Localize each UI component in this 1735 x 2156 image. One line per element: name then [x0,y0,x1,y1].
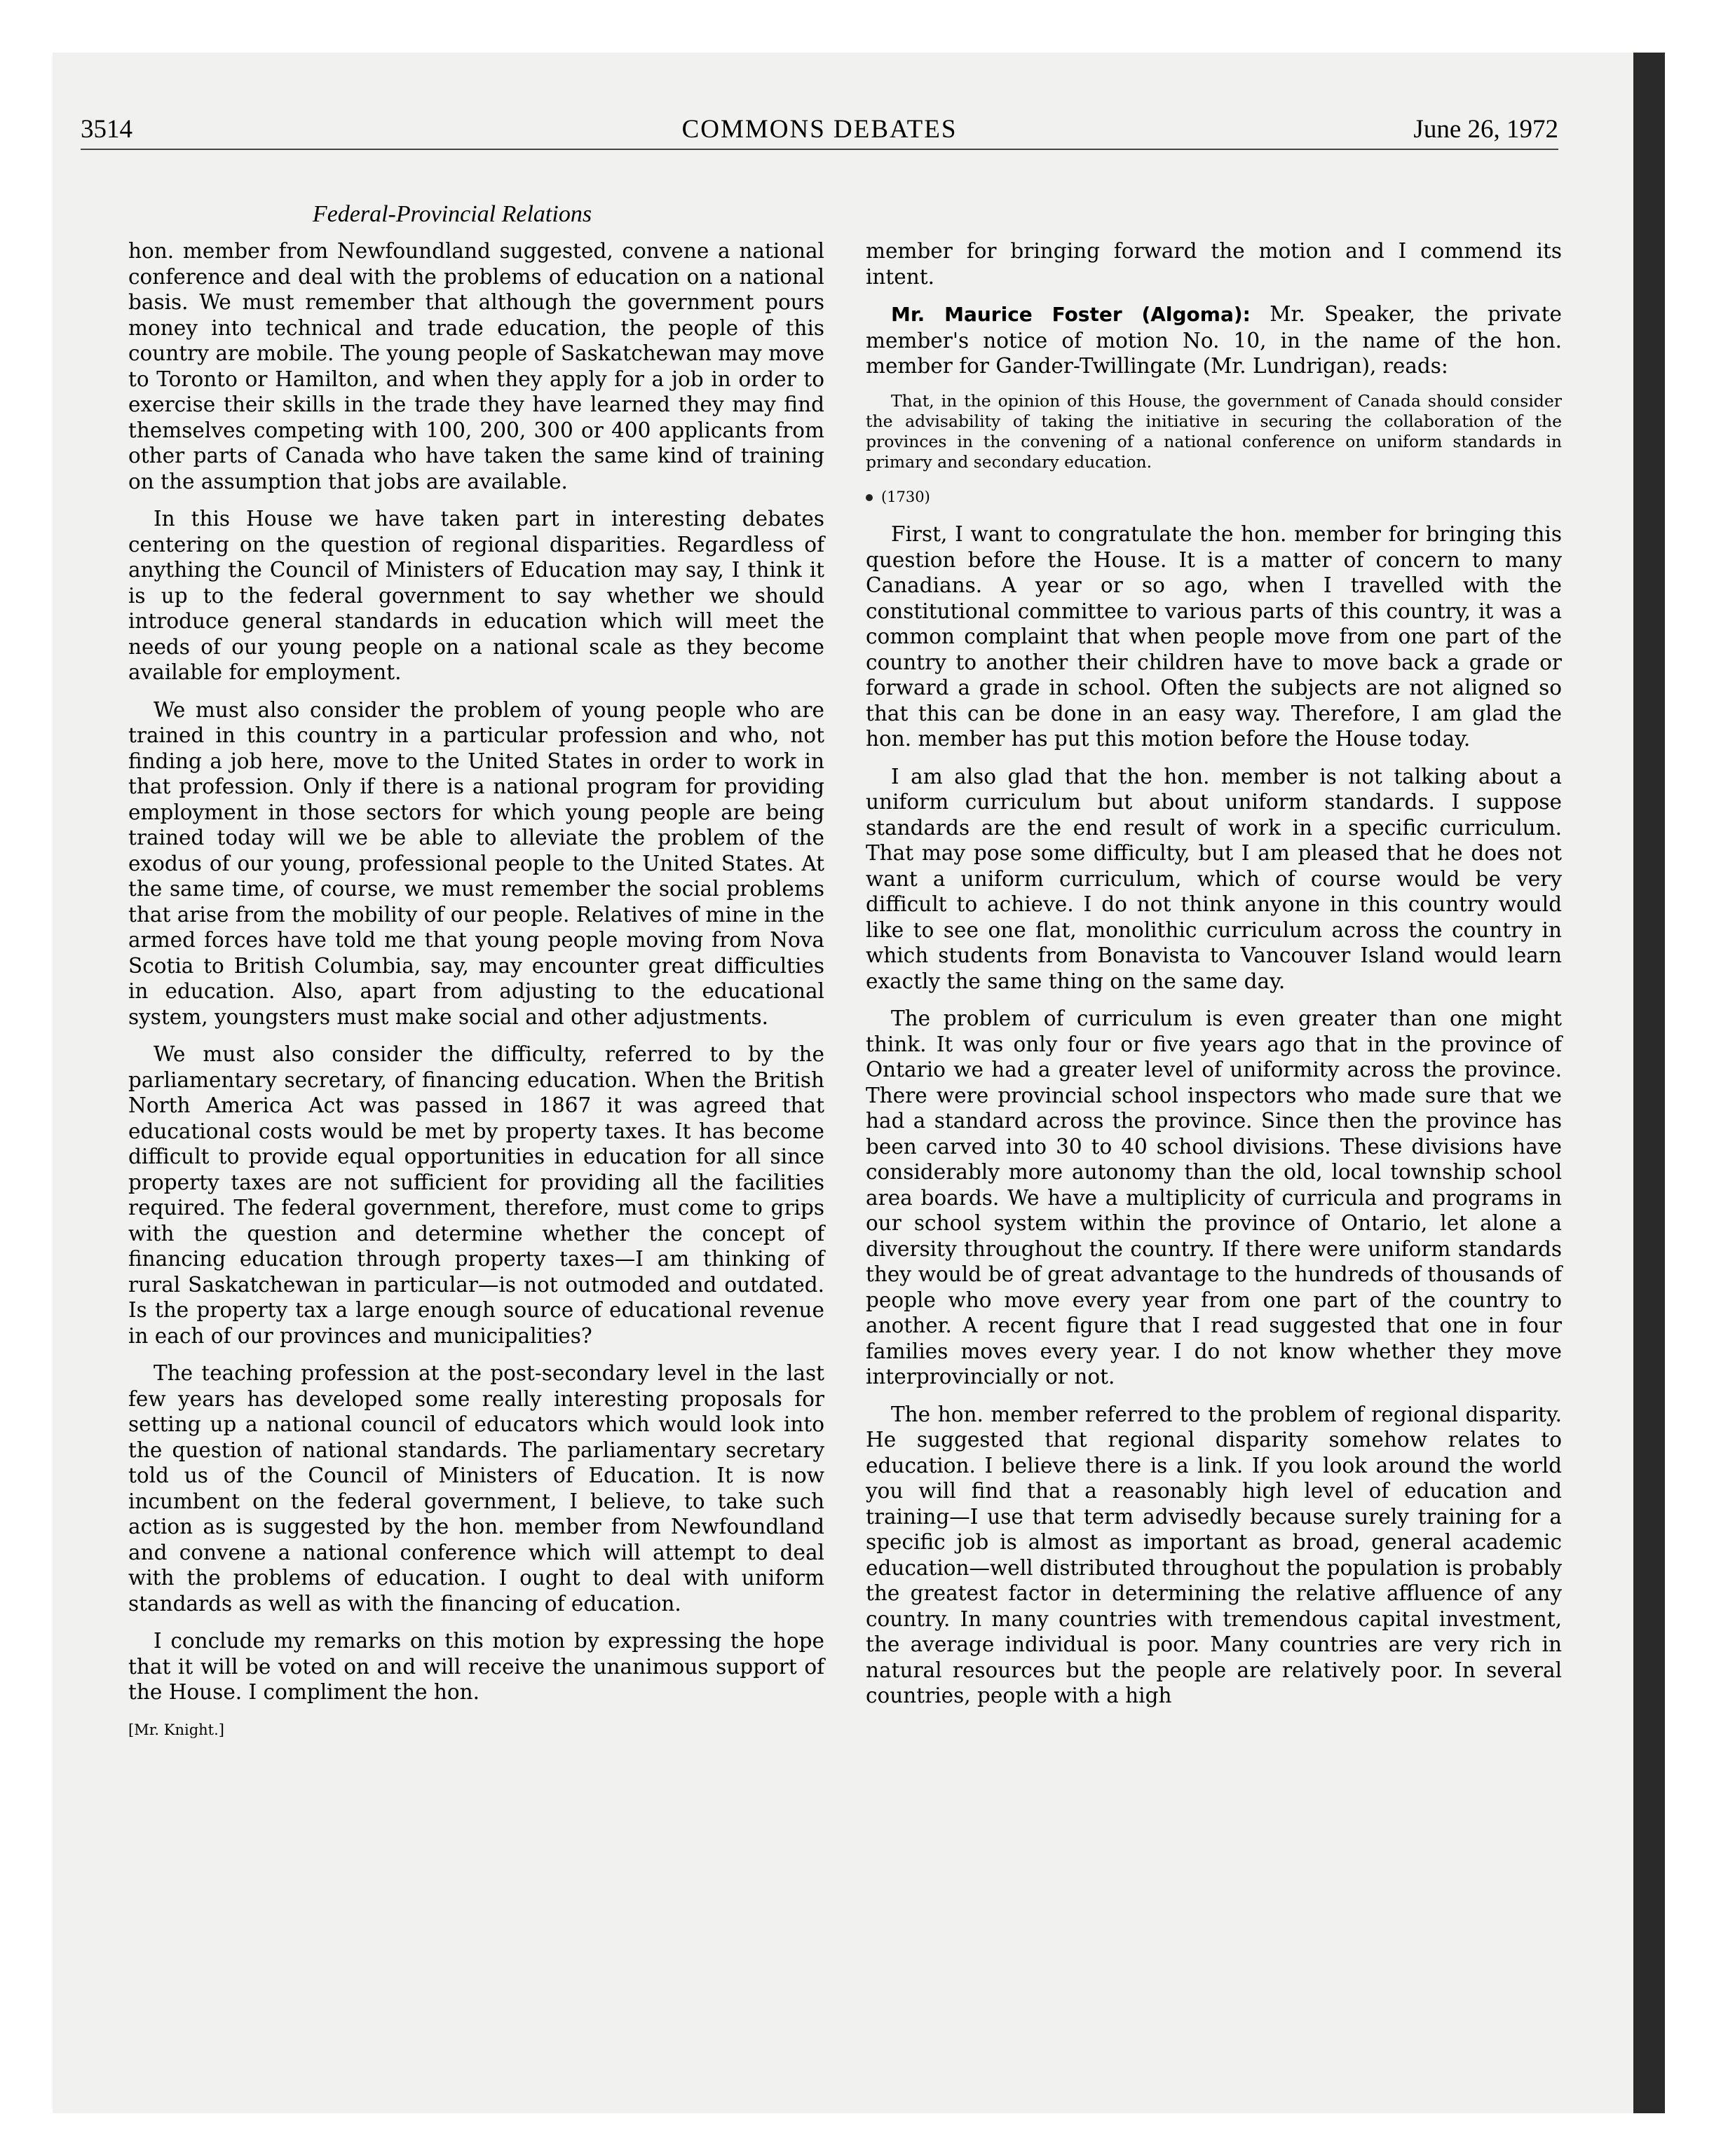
paragraph: member for bringing forward the motion and I commend its intent. [866,239,1562,289]
paragraph: I conclude my remarks on this motion by expressing the hope that it will be voted on and will receive the unanimous support of the House. I compliment the hon. [128,1629,824,1704]
motion-quote: That, in the opinion of this House, the government of Canada should consider the advisability of taking the initiative in securing the collaboration of the provinces in the convening of a national conference on uniform standards in primary and secondary education. [866,390,1562,472]
paragraph: The teaching profession at the post-secondary level in the last few years has developed some really interesting proposals for setting up a national council of educators which would look into the question of national standards. The parliamentary secretary told us of the Council of Ministers of Education. It is now incumbent on the federal government, I believe, to take such action as is suggested by the hon. member from Newfoundland and convene a national conference which will attempt to deal with the problems of education. I ought to deal with uniform standards as well as with the financing of education. [128,1361,824,1616]
left-column [128,238,824,1754]
paragraph: We must also consider the problem of young people who are trained in this country in a particular profession and who, not finding a job here, move to the United States in order to work in that profession. Only if there is a national program for providing employment in those sectors for which young people are being trained today will we be able to alleviate the problem of the exodus of our young, professional people to the United States. At the same time, of course, we must remember the social problems that arise from the mobility of our people. Relatives of mine in the armed forces have told me that young people moving from Nova Scotia to British Columbia, say, may encounter great difficulties in education. Also, apart from adjusting to the educational system, youngsters must make social and other adjustments. [128,697,824,1029]
time-stamp: (1730) [881,488,930,505]
bullet-icon [866,494,873,501]
paragraph: The problem of curriculum is even greater than one might think. It was only four or five years ago that in the province of Ontario we had a greater level of uniformity across the province. There were provincial school inspectors who made sure that we had a standard across the province. Since then the province has been carved into 30 to 40 school divisions. These divisions have considerably more autonomy than the old, local township school area boards. We have a multiplicity of curricula and programs in our school system within the province of Ontario, let alone a diversity throughout the country. If there were uniform standards they would be of great advantage to the hundreds of thousands of people who move every year from one part of the country to another. A recent figure that I read suggested that one in four families moves every year. I do not know whether they move interprovincially or not. [866,1007,1562,1389]
speaker-text: Mr. Speaker, the private member's notice of motion No. 10, in the name of the hon. member for Gander-Twillingate (Mr. Lundrigan), reads: [866,302,1563,378]
paragraph: We must also consider the difficulty, referred to by the parliamentary secretary, of financing education. When the British North America Act was passed in 1867 it was agreed that educational costs would be met by property taxes. It has become difficult to provide equal opportunities in education for all since property taxes are not sufficient for providing all the facilities required. The federal government, therefore, must come to grips with the question and determine whether the concept of financing education through property taxes—I am thinking of rural Saskatchewan in particular—is not outmoded and outdated. Is the property tax a large enough source of educational revenue in each of our provinces and municipalities? [128,1042,824,1348]
section-title: Federal-Provincial Relations [312,201,592,227]
paragraph: The hon. member referred to the problem of regional disparity. He suggested that regional disparity somehow relates to education. I believe there is a link. If you look around the world you will find that a reasonably high level of education and training—I use that term advisedly because surely training for a specific job is almost as important as broad, general academic education—well distributed throughout the population is probably the greatest factor in determining the relative affluence of any country. In many countries with tremendous capital investment, the average individual is poor. Many countries are very rich in natural resources but the people are relatively poor. In several countries, people with a high [866,1402,1562,1707]
paragraph: First, I want to congratulate the hon. member for bringing this question before the House. It is a matter of concern to many Canadians. A year or so ago, when I travelled with the constitutional committee to various parts of this country, it was a common complaint that when people move from one part of the country to another their children have to move back a grade or forward a grade in school. Often the subjects are not aligned so that this can be done in an easy way. Therefore, I am glad the hon. member has put this motion before the House today. [866,522,1562,751]
publication-date: June 26, 1972 [1413,115,1558,144]
paragraph: I am also glad that the hon. member is not talking about a uniform curriculum but about uniform standards. I suppose standards are the end result of work in a specific curriculum. That may pose some difficulty, but I am pleased that he does not want a uniform curriculum, which of course would be very difficult to achieve. I do not think anyone in this country would like to see one flat, monolithic curriculum across the country in which students from Bonavista to Vancouver Island would learn exactly the same thing on the same day. [866,764,1562,993]
paragraph: hon. member from Newfoundland suggested, convene a national conference and deal with the problems of education on a national basis. We must remember that although the government pours money into technical and trade education, the people of this country are mobile. The young people of Saskatchewan may move to Toronto or Hamilton, and when they apply for a job in order to exercise their skills in the trade they have learned they may find themselves competing with 100, 200, 300 or 400 applicants from other parts of Canada who have taken the same kind of training on the assumption that jobs are available. [128,239,824,493]
time-stamp-line [866,484,1562,510]
publication-title: COMMONS DEBATES [681,115,958,144]
right-column [866,238,1562,1721]
speaker-name: Mr. Maurice Foster (Algoma): [891,303,1251,326]
paragraph: In this House we have taken part in interesting debates centering on the question of regional disparities. Regardless of anything the Council of Ministers of Education may say, I think it is up to the federal government to say whether we should introduce general standards in education which will meet the needs of our young people on a national scale as they become available for employment. [128,507,824,684]
speaker-attribution: [Mr. Knight.] [128,1721,224,1738]
scan-edge-bar [1633,53,1665,2113]
speaker-paragraph [866,301,1562,379]
page-number: 3514 [81,115,132,144]
page-header [81,104,1558,150]
